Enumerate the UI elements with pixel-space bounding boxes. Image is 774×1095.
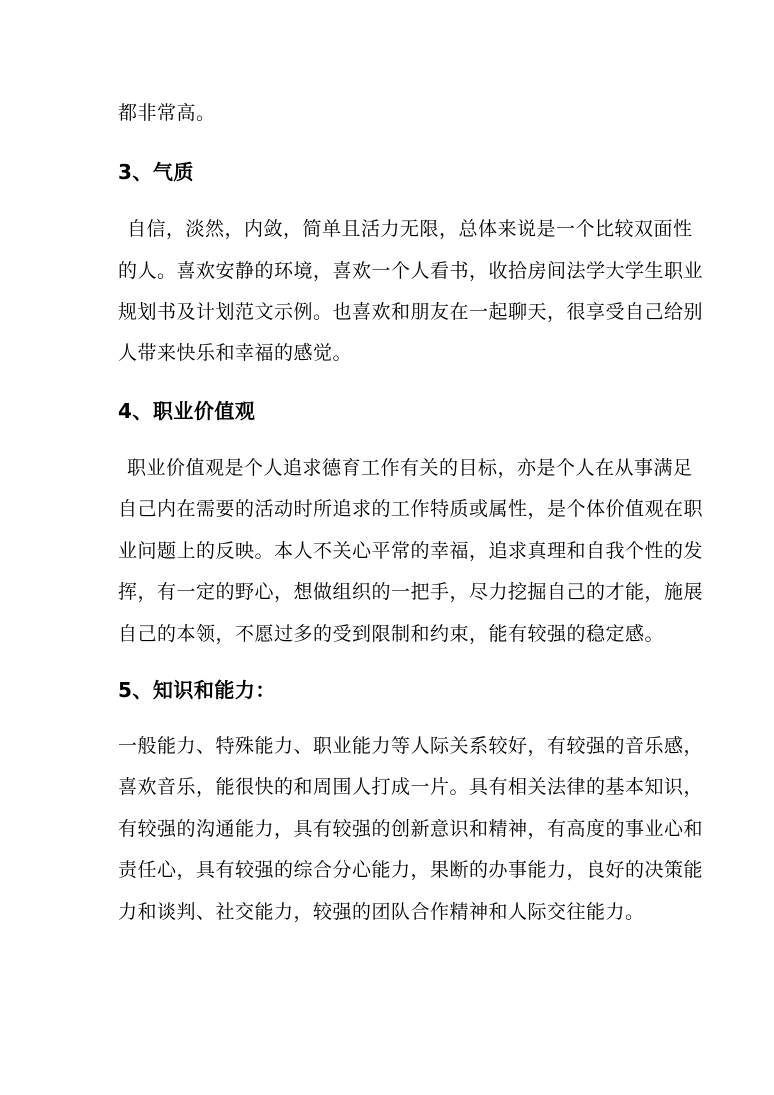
paragraph-line: 人带来快乐和幸福的感觉。 <box>118 342 353 364</box>
paragraph-line: 自己的本领，不愿过多的受到限制和约束，能有较强的稳定感。 <box>118 623 665 645</box>
section-heading-career-values: 4、职业价值观 <box>118 399 256 423</box>
paragraph-line: 力和谈判、社交能力，较强的团队合作精神和人际交往能力。 <box>118 901 645 923</box>
paragraph-line: 挥，有一定的野心，想做组织的一把手，尽力挖掘自己的才能，施展 <box>118 581 704 603</box>
paragraph-line: 职业价值观是个人追求德育工作有关的目标，亦是个人在从事满足 <box>127 457 693 479</box>
paragraph-line: 的人。喜欢安静的环境，喜欢一个人看书，收拾房间法学大学生职业 <box>118 260 704 282</box>
paragraph-line: 业问题上的反映。本人不关心平常的幸福，追求真理和自我个性的发 <box>118 540 704 562</box>
paragraph-line: 一般能力、特殊能力、职业能力等人际关系较好，有较强的音乐感， <box>118 735 704 757</box>
paragraph-line: 喜欢音乐，能很快的和周围人打成一片。具有相关法律的基本知识， <box>118 776 704 798</box>
opening-fragment: 都非常高。 <box>118 102 216 124</box>
section-heading-temperament: 3、气质 <box>118 160 194 184</box>
paragraph-line: 有较强的沟通能力，具有较强的创新意识和精神，有高度的事业心和 <box>118 818 704 840</box>
paragraph-line: 规划书及计划范文示例。也喜欢和朋友在一起聊天，很享受自己给别 <box>118 301 704 323</box>
paragraph-line: 责任心，具有较强的综合分心能力，果断的办事能力，良好的决策能 <box>118 859 704 881</box>
paragraph-line: 自己内在需要的活动时所追求的工作特质或属性，是个体价值观在职 <box>118 498 704 520</box>
section-heading-knowledge-ability: 5、知识和能力： <box>118 678 276 702</box>
paragraph-line: 自信，淡然，内敛，简单且活力无限，总体来说是一个比较双面性 <box>127 218 693 240</box>
